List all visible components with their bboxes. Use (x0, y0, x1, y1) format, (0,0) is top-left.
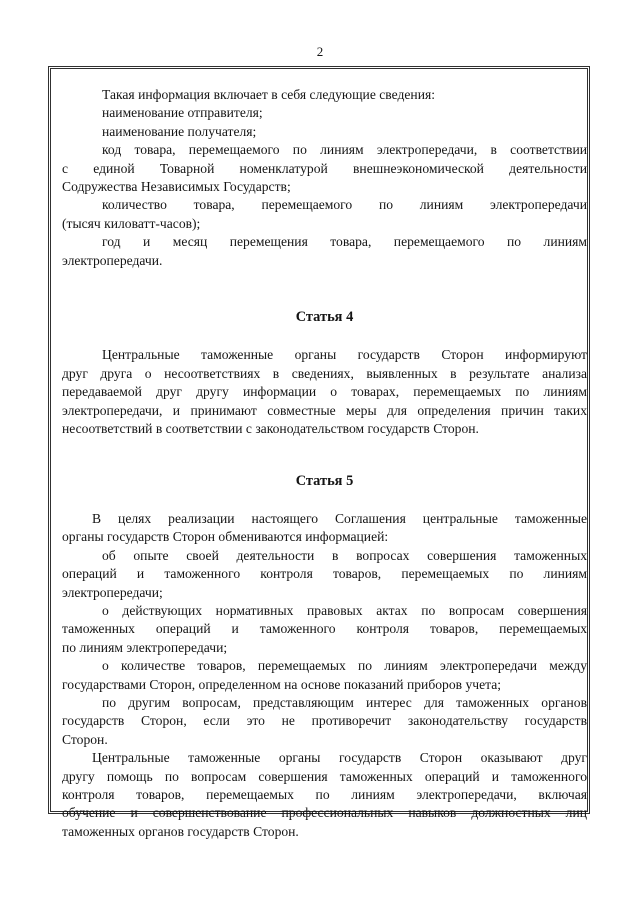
list-intro: Такая информация включает в себя следующие сведения: (102, 87, 436, 102)
spacer (62, 270, 587, 308)
list-item-quantity (62, 196, 587, 233)
text-line: Центральные таможенные органы государств Сторон информируют (102, 347, 587, 363)
text-line: Содружества Независимых Государств; (62, 179, 291, 195)
text-line: электропередачи. (62, 252, 163, 268)
article-4-paragraph (62, 346, 587, 438)
text-line: об опыте своей деятельности в вопросах совершения таможенных (102, 547, 587, 563)
text-line: (тысяч киловатт-часов); (62, 215, 201, 231)
text-line: по линиям электропередачи; (62, 639, 228, 655)
text-line: друг друга о несоответствиях в сведениях, выявленных в результате анализа (62, 365, 587, 381)
text-line: год и месяц перемещения товара, перемещаемого по линиям (102, 234, 587, 250)
spacer (62, 326, 587, 346)
text-line: другу помощь по вопросам совершения таможенных операций и таможенного (62, 768, 587, 784)
page-number: 2 (316, 44, 324, 59)
text-line: операций и таможенного контроля товаров, перемещаемых по линиям (62, 566, 587, 582)
text-line: электропередачи; (62, 584, 163, 600)
text-line: с единой Товарной номенклатурой внешнеэкономической деятельности (62, 160, 587, 176)
text-line: государств Сторон, если это не противоречит законодательству государств (62, 713, 587, 729)
article-5-item-experience (62, 547, 587, 602)
text-line: государствами Сторон, определенном на основе показаний приборов учета; (62, 676, 502, 692)
article-5-assistance (62, 749, 587, 841)
article-5-item-amount (62, 657, 587, 694)
text-line: электропередачи, и принимают совместные меры для определения причин таких (62, 402, 587, 418)
text-line: передаваемой друг другу информации о товарах, перемещаемых по линиям (62, 384, 587, 400)
list-item-receiver: наименование получателя; (102, 123, 257, 139)
article-5-item-acts (62, 602, 587, 657)
text-line: по другим вопросам, представляющим интерес для таможенных органов (102, 694, 587, 710)
list-item-period (62, 233, 587, 270)
text-line: обучение и совершенствование профессиональных навыков должностных лиц (62, 805, 587, 821)
article-5-item-other (62, 694, 587, 749)
text-line: таможенных органов государств Сторон. (62, 823, 299, 839)
text-line: В целях реализации настоящего Соглашения центральные таможенные (92, 510, 587, 526)
text-line: Сторон. (62, 731, 108, 747)
text-line: Центральные таможенные органы государств Сторон оказывают друг (92, 750, 587, 766)
text-line: таможенных операций и таможенного контроля товаров, перемещаемых (62, 621, 587, 637)
spacer (62, 439, 587, 472)
article-5 (62, 472, 587, 842)
spacer (62, 490, 587, 510)
text-line: о количестве товаров, перемещаемых по линиям электропередачи между (102, 658, 587, 674)
text-line: о действующих нормативных правовых актах по вопросам совершения (102, 602, 587, 618)
text-line: количество товара, перемещаемого по линиям электропередачи (102, 197, 587, 213)
text-line: органы государств Сторон обмениваются информацией: (62, 529, 389, 545)
article-4 (62, 308, 587, 438)
list-item-commodity-code (62, 141, 587, 196)
list-item-sender: наименование отправителя; (102, 105, 263, 121)
article-5-heading: Статья 5 (295, 472, 354, 489)
text-line: контроля товаров, перемещаемых по линиям электропередачи, включая (62, 787, 587, 802)
text-line: несоответствий в соответствии с законодательством государств Сторон. (62, 421, 479, 437)
text-line: код товара, перемещаемого по линиям электропередачи, в соответствии (102, 142, 587, 158)
document-body (62, 86, 587, 841)
article-5-intro (62, 510, 587, 547)
article-4-heading: Статья 4 (295, 309, 354, 326)
information-list (62, 86, 587, 270)
